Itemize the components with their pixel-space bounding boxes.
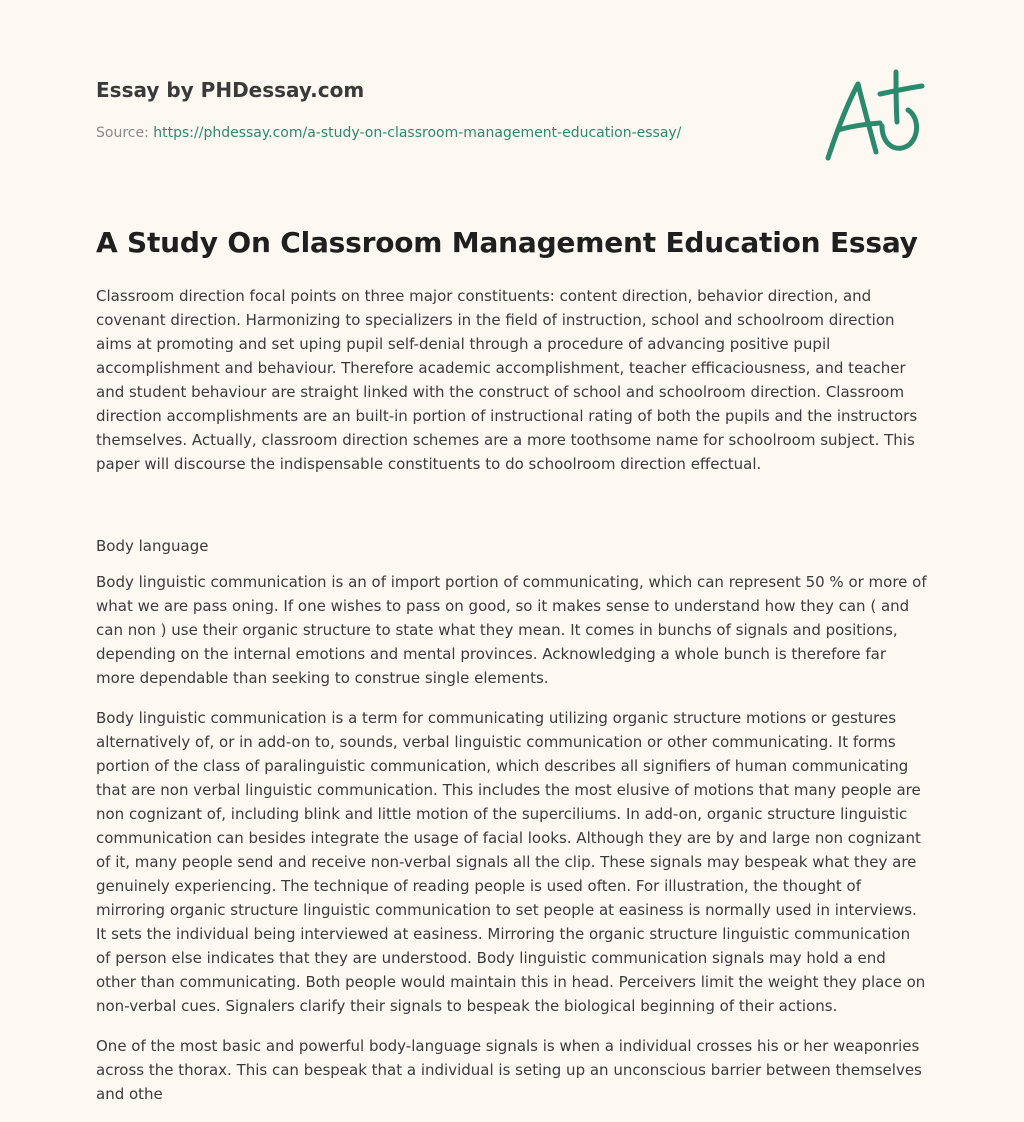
essay-body xyxy=(96,284,928,1122)
body-paragraph: Body linguistic communication is an of import portion of communicating, which can represent 50 % or more of what we are pass oning. If one wishes to pass on good, so it makes sense to understand how they can ( and can non ) use their organic structure to state what they mean. It comes in bunchs of signals and positions, depending on the internal emotions and mental provinces. Acknowledging a whole bunch is therefore far more dependable than seeking to construe single elements. xyxy=(96,573,927,687)
source-label: Source: xyxy=(96,125,154,141)
body-paragraph: Body linguistic communication is a term for communicating utilizing organic structure motions or gestures alternatively of, or in add-on to, sounds, verbal linguistic communication or other communicating. It forms portion of the class of paralinguistic communication, which describes all signifiers of human communicating that are non verbal linguistic communication. This includes the most elusive of motions that many people are non cognizant of, including blink and little motion of the superciliums. In add-on, organic structure linguistic communication can besides integrate the usage of facial looks. Although they are by and large non cognizant of it, many people send and receive non-verbal signals all the clip. These signals may bespeak what they are genuinely experiencing. The technique of reading people is used often. For illustration, the thought of mirroring organic structure linguistic communication to set people at easiness is normally used in interviews. It sets the individual being interviewed at easiness. Mirroring the organic structure linguistic communication of person else indicates that they are understood. Body linguistic communication signals may hold a end other than communicating. Both people would maintain this in head. Perceivers limit the weight they place on non-verbal cues. Signalers clarify their signals to bespeak the biological beginning of their actions. xyxy=(96,709,926,1015)
header xyxy=(96,0,928,190)
a-plus-logo-icon xyxy=(822,66,926,164)
essay-title: A Study On Classroom Management Education Essay xyxy=(96,226,918,259)
body-paragraph: One of the most basic and powerful body-language signals is when a individual crosses his or her weaponries across the thorax. This can bespeak that a individual is seting up an unconscious barrier between themselves and othe xyxy=(96,1037,922,1103)
section-heading: Body language xyxy=(96,537,209,555)
intro-paragraph: Classroom direction focal points on three major constituents: content direction, behavior direction, and covenant direction. Harmonizing to specializers in the field of instruction, school and schoolroom direction aims at promoting and set uping pupil self-denial through a procedure of advancing positive pupil accomplishment and behaviour. Therefore academic accomplishment, teacher efficaciousness, and teacher and student behaviour are straight linked with the construct of school and schoolroom direction. Classroom direction accomplishments are an built-in portion of instructional rating of both the pupils and the instructors themselves. Actually, classroom direction schemes are a more toothsome name for schoolroom subject. This paper will discourse the indispensable constituents to do schoolroom direction effectual. xyxy=(96,287,918,473)
site-name: Essay by PHDessay.com xyxy=(96,78,365,102)
page xyxy=(96,0,928,1103)
source-link[interactable]: https://phdessay.com/a-study-on-classroom-management-education-essay/ xyxy=(153,125,682,141)
source-line xyxy=(96,125,681,141)
